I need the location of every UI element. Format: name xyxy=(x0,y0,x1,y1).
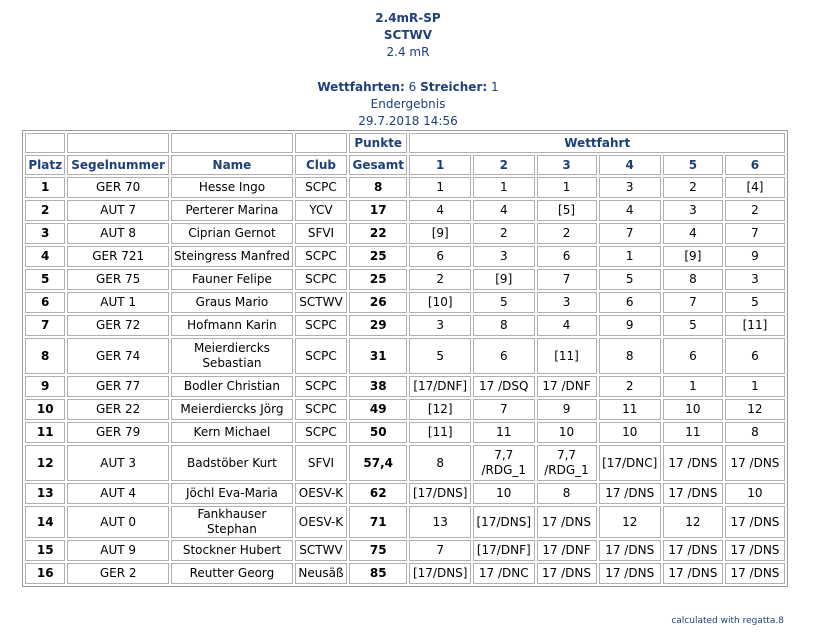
cell-race-5: 17 /DNS xyxy=(663,445,723,481)
cell-race-3: 6 xyxy=(537,246,597,267)
cell-race-5: 17 /DNS xyxy=(663,483,723,504)
cell-race-1: [11] xyxy=(409,422,471,443)
cell-race-3: 17 /DNF xyxy=(537,540,597,561)
empty-header-cell xyxy=(171,133,293,153)
cell-segelnummer: AUT 4 xyxy=(67,483,169,504)
cell-gesamt: 50 xyxy=(349,422,407,443)
cell-race-5: 5 xyxy=(663,315,723,336)
cell-race-5: 17 /DNS xyxy=(663,563,723,584)
empty-header-cell xyxy=(25,133,65,153)
cell-race-4: 3 xyxy=(599,177,661,198)
cell-platz: 10 xyxy=(25,399,65,420)
cell-club: YCV xyxy=(295,200,347,221)
cell-race-5: 11 xyxy=(663,422,723,443)
cell-race-5: 12 xyxy=(663,506,723,538)
cell-name: Fauner Felipe xyxy=(171,269,293,290)
streicher-value: 1 xyxy=(490,80,499,94)
cell-name: Badstöber Kurt xyxy=(171,445,293,481)
table-row xyxy=(25,338,785,374)
cell-segelnummer: GER 77 xyxy=(67,376,169,397)
cell-platz: 8 xyxy=(25,338,65,374)
table-row xyxy=(25,399,785,420)
table-row xyxy=(25,246,785,267)
cell-club: SCTWV xyxy=(295,540,347,561)
cell-platz: 5 xyxy=(25,269,65,290)
cell-race-6: [11] xyxy=(725,315,785,336)
cell-gesamt: 62 xyxy=(349,483,407,504)
cell-segelnummer: GER 75 xyxy=(67,269,169,290)
cell-race-6: 10 xyxy=(725,483,785,504)
cell-segelnummer: GER 2 xyxy=(67,563,169,584)
cell-platz: 14 xyxy=(25,506,65,538)
cell-race-3: [5] xyxy=(537,200,597,221)
cell-club: OESV-K xyxy=(295,483,347,504)
cell-gesamt: 25 xyxy=(349,269,407,290)
table-row xyxy=(25,422,785,443)
col-header-gesamt: Gesamt xyxy=(349,155,407,175)
cell-gesamt: 38 xyxy=(349,376,407,397)
col-header-platz: Platz xyxy=(25,155,65,175)
cell-race-4: 5 xyxy=(599,269,661,290)
col-header-race-2: 2 xyxy=(473,155,535,175)
cell-race-4: 11 xyxy=(599,399,661,420)
cell-club: SCTWV xyxy=(295,292,347,313)
table-row xyxy=(25,292,785,313)
cell-race-2: 17 /DNC xyxy=(473,563,535,584)
cell-name: Stockner Hubert xyxy=(171,540,293,561)
cell-race-2: 5 xyxy=(473,292,535,313)
cell-name: Perterer Marina xyxy=(171,200,293,221)
empty-header-cell xyxy=(295,133,347,153)
cell-gesamt: 75 xyxy=(349,540,407,561)
cell-race-1: 13 xyxy=(409,506,471,538)
column-header-row xyxy=(25,155,785,175)
cell-race-2: 10 xyxy=(473,483,535,504)
cell-name: Kern Michael xyxy=(171,422,293,443)
cell-race-1: 5 xyxy=(409,338,471,374)
cell-name: Graus Mario xyxy=(171,292,293,313)
club-title: SCTWV xyxy=(383,28,433,42)
cell-name: Meierdiercks Jörg xyxy=(171,399,293,420)
cell-race-3: 2 xyxy=(537,223,597,244)
cell-gesamt: 26 xyxy=(349,292,407,313)
cell-race-2: [9] xyxy=(473,269,535,290)
cell-club: SCPC xyxy=(295,269,347,290)
cell-race-5: 10 xyxy=(663,399,723,420)
cell-segelnummer: GER 79 xyxy=(67,422,169,443)
cell-gesamt: 31 xyxy=(349,338,407,374)
cell-name: Ciprian Gernot xyxy=(171,223,293,244)
cell-race-4: 8 xyxy=(599,338,661,374)
cell-race-6: [4] xyxy=(725,177,785,198)
cell-club: SCPC xyxy=(295,246,347,267)
class-title: 2.4mR-SP xyxy=(375,11,441,25)
cell-race-6: 3 xyxy=(725,269,785,290)
cell-race-3: 17 /DNS xyxy=(537,563,597,584)
cell-race-5: 3 xyxy=(663,200,723,221)
cell-race-6: 17 /DNS xyxy=(725,563,785,584)
cell-race-2: 17 /DSQ xyxy=(473,376,535,397)
empty-header-cell xyxy=(67,133,169,153)
cell-gesamt: 22 xyxy=(349,223,407,244)
table-row xyxy=(25,540,785,561)
cell-club: SCPC xyxy=(295,177,347,198)
cell-gesamt: 8 xyxy=(349,177,407,198)
col-header-race-3: 3 xyxy=(537,155,597,175)
cell-race-3: 8 xyxy=(537,483,597,504)
cell-club: SCPC xyxy=(295,315,347,336)
table-row xyxy=(25,315,785,336)
cell-segelnummer: GER 72 xyxy=(67,315,169,336)
cell-segelnummer: AUT 9 xyxy=(67,540,169,561)
cell-race-3: 7 xyxy=(537,269,597,290)
cell-race-4: 4 xyxy=(599,200,661,221)
table-row xyxy=(25,506,785,538)
cell-race-5: 1 xyxy=(663,376,723,397)
cell-race-2: 3 xyxy=(473,246,535,267)
cell-race-3: 4 xyxy=(537,315,597,336)
cell-platz: 13 xyxy=(25,483,65,504)
cell-race-2: 6 xyxy=(473,338,535,374)
cell-race-2: 2 xyxy=(473,223,535,244)
cell-race-1: [17/DNS] xyxy=(409,563,471,584)
cell-race-4: 17 /DNS xyxy=(599,563,661,584)
cell-race-2: [17/DNF] xyxy=(473,540,535,561)
cell-race-3: 9 xyxy=(537,399,597,420)
cell-race-2: 8 xyxy=(473,315,535,336)
cell-platz: 9 xyxy=(25,376,65,397)
cell-segelnummer: GER 721 xyxy=(67,246,169,267)
wettfahrt-group-header: Wettfahrt xyxy=(409,133,785,153)
cell-race-6: 7 xyxy=(725,223,785,244)
cell-club: SFVI xyxy=(295,223,347,244)
cell-race-4: 1 xyxy=(599,246,661,267)
cell-platz: 3 xyxy=(25,223,65,244)
cell-race-6: 12 xyxy=(725,399,785,420)
cell-segelnummer: AUT 3 xyxy=(67,445,169,481)
cell-race-3: 17 /DNS xyxy=(537,506,597,538)
cell-platz: 1 xyxy=(25,177,65,198)
cell-segelnummer: AUT 8 xyxy=(67,223,169,244)
cell-platz: 15 xyxy=(25,540,65,561)
result-status: Endergebnis xyxy=(370,97,446,111)
race-info xyxy=(0,79,816,130)
cell-race-4: [17/DNC] xyxy=(599,445,661,481)
cell-platz: 12 xyxy=(25,445,65,481)
cell-race-5: 17 /DNS xyxy=(663,540,723,561)
cell-platz: 2 xyxy=(25,200,65,221)
cell-race-3: 10 xyxy=(537,422,597,443)
streicher-label: Streicher: xyxy=(420,80,488,94)
cell-race-4: 17 /DNS xyxy=(599,540,661,561)
cell-race-4: 10 xyxy=(599,422,661,443)
cell-name: Hofmann Karin xyxy=(171,315,293,336)
cell-race-5: 8 xyxy=(663,269,723,290)
cell-race-4: 9 xyxy=(599,315,661,336)
col-header-name: Name xyxy=(171,155,293,175)
footer-credit: calculated with regatta.8 xyxy=(671,616,784,626)
cell-race-6: 2 xyxy=(725,200,785,221)
cell-platz: 6 xyxy=(25,292,65,313)
table-row xyxy=(25,563,785,584)
cell-club: SCPC xyxy=(295,399,347,420)
cell-segelnummer: GER 70 xyxy=(67,177,169,198)
wettfahrten-value: 6 xyxy=(408,80,417,94)
cell-gesamt: 49 xyxy=(349,399,407,420)
cell-race-1: [9] xyxy=(409,223,471,244)
cell-segelnummer: AUT 1 xyxy=(67,292,169,313)
cell-gesamt: 71 xyxy=(349,506,407,538)
cell-race-2: 7,7 /RDG_1 xyxy=(473,445,535,481)
cell-race-4: 12 xyxy=(599,506,661,538)
cell-race-3: [11] xyxy=(537,338,597,374)
cell-platz: 11 xyxy=(25,422,65,443)
cell-race-5: [9] xyxy=(663,246,723,267)
cell-race-1: 3 xyxy=(409,315,471,336)
cell-segelnummer: GER 74 xyxy=(67,338,169,374)
cell-race-2: 11 xyxy=(473,422,535,443)
cell-race-6: 8 xyxy=(725,422,785,443)
cell-race-1: 4 xyxy=(409,200,471,221)
col-header-race-1: 1 xyxy=(409,155,471,175)
table-row xyxy=(25,177,785,198)
cell-race-1: 7 xyxy=(409,540,471,561)
cell-race-5: 6 xyxy=(663,338,723,374)
cell-platz: 4 xyxy=(25,246,65,267)
cell-race-6: 17 /DNS xyxy=(725,445,785,481)
table-row xyxy=(25,376,785,397)
cell-race-6: 17 /DNS xyxy=(725,506,785,538)
cell-name: Meierdiercks Sebastian xyxy=(171,338,293,374)
col-header-club: Club xyxy=(295,155,347,175)
cell-race-1: 2 xyxy=(409,269,471,290)
cell-segelnummer: AUT 7 xyxy=(67,200,169,221)
cell-gesamt: 57,4 xyxy=(349,445,407,481)
cell-race-1: [10] xyxy=(409,292,471,313)
cell-name: Jöchl Eva-Maria xyxy=(171,483,293,504)
results-table xyxy=(22,130,788,587)
cell-club: Neusäß xyxy=(295,563,347,584)
cell-race-5: 7 xyxy=(663,292,723,313)
cell-name: Bodler Christian xyxy=(171,376,293,397)
cell-race-4: 17 /DNS xyxy=(599,483,661,504)
cell-race-5: 2 xyxy=(663,177,723,198)
cell-race-2: 7 xyxy=(473,399,535,420)
cell-race-2: 4 xyxy=(473,200,535,221)
cell-name: Reutter Georg xyxy=(171,563,293,584)
cell-race-6: 17 /DNS xyxy=(725,540,785,561)
cell-race-2: [17/DNS] xyxy=(473,506,535,538)
group-header-row xyxy=(25,133,785,153)
cell-race-1: 1 xyxy=(409,177,471,198)
cell-race-3: 1 xyxy=(537,177,597,198)
punkte-group-header: Punkte xyxy=(349,133,407,153)
cell-club: SCPC xyxy=(295,422,347,443)
cell-segelnummer: GER 22 xyxy=(67,399,169,420)
cell-platz: 16 xyxy=(25,563,65,584)
cell-gesamt: 25 xyxy=(349,246,407,267)
cell-race-4: 2 xyxy=(599,376,661,397)
cell-name: Steingress Manfred xyxy=(171,246,293,267)
table-row xyxy=(25,269,785,290)
boat-type: 2.4 mR xyxy=(386,45,430,59)
cell-name: Hesse Ingo xyxy=(171,177,293,198)
wettfahrten-label: Wettfahrten: xyxy=(317,80,405,94)
col-header-segelnummer: Segelnummer xyxy=(67,155,169,175)
cell-race-5: 4 xyxy=(663,223,723,244)
cell-race-1: 8 xyxy=(409,445,471,481)
cell-race-3: 17 /DNF xyxy=(537,376,597,397)
cell-gesamt: 85 xyxy=(349,563,407,584)
cell-race-1: [12] xyxy=(409,399,471,420)
cell-race-4: 7 xyxy=(599,223,661,244)
cell-race-6: 6 xyxy=(725,338,785,374)
table-row xyxy=(25,223,785,244)
cell-club: SFVI xyxy=(295,445,347,481)
cell-platz: 7 xyxy=(25,315,65,336)
regatta-header xyxy=(0,10,816,61)
cell-race-2: 1 xyxy=(473,177,535,198)
cell-gesamt: 17 xyxy=(349,200,407,221)
cell-race-1: 6 xyxy=(409,246,471,267)
cell-race-6: 5 xyxy=(725,292,785,313)
cell-club: SCPC xyxy=(295,376,347,397)
table-row xyxy=(25,483,785,504)
col-header-race-6: 6 xyxy=(725,155,785,175)
col-header-race-4: 4 xyxy=(599,155,661,175)
cell-name: Fankhauser Stephan xyxy=(171,506,293,538)
cell-club: SCPC xyxy=(295,338,347,374)
cell-race-1: [17/DNS] xyxy=(409,483,471,504)
cell-gesamt: 29 xyxy=(349,315,407,336)
cell-race-1: [17/DNF] xyxy=(409,376,471,397)
cell-race-4: 6 xyxy=(599,292,661,313)
result-datetime: 29.7.2018 14:56 xyxy=(358,114,458,128)
cell-club: OESV-K xyxy=(295,506,347,538)
cell-race-3: 7,7 /RDG_1 xyxy=(537,445,597,481)
table-row xyxy=(25,200,785,221)
cell-race-6: 1 xyxy=(725,376,785,397)
cell-segelnummer: AUT 0 xyxy=(67,506,169,538)
cell-race-6: 9 xyxy=(725,246,785,267)
col-header-race-5: 5 xyxy=(663,155,723,175)
cell-race-3: 3 xyxy=(537,292,597,313)
table-row xyxy=(25,445,785,481)
